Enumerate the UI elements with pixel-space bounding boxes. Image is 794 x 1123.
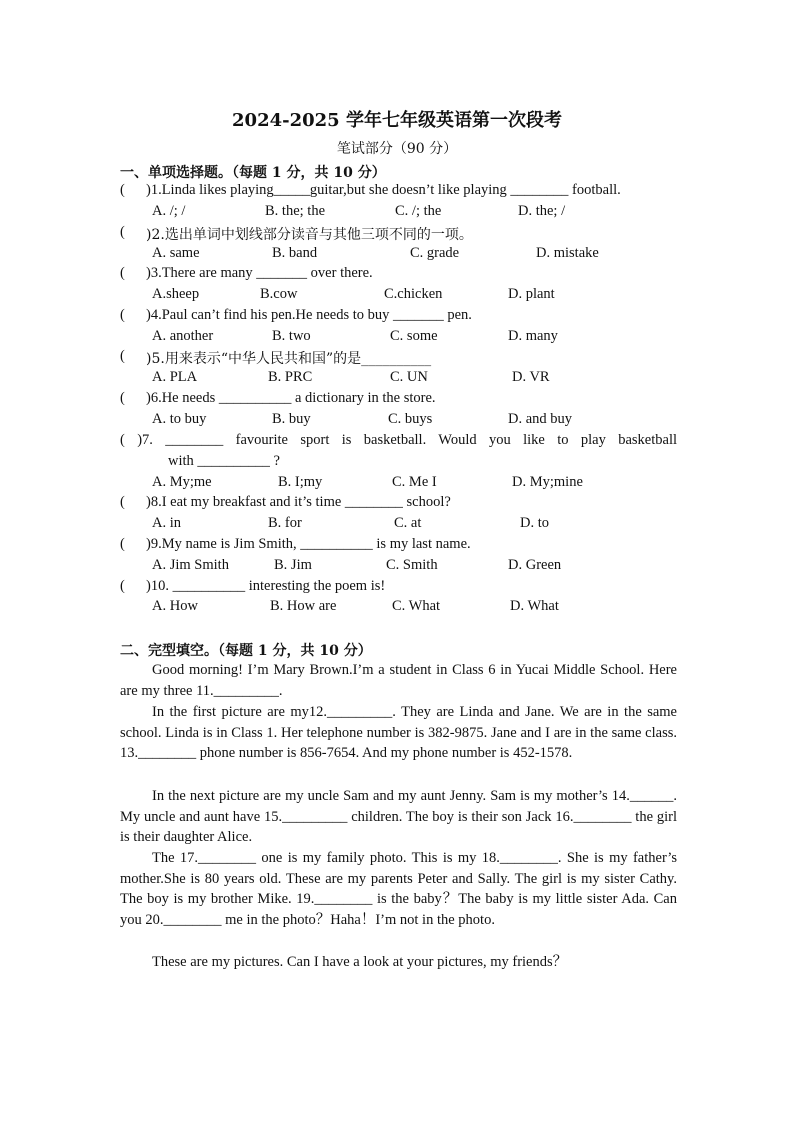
question-8 <box>120 494 680 515</box>
option-b: B. band <box>272 245 318 261</box>
option-a: A. same <box>152 245 200 261</box>
question-text: )5.用来表示“中华人民共和国”的是__________ <box>146 351 432 367</box>
question-5 <box>120 348 680 369</box>
option-d: D. the; / <box>518 203 566 219</box>
option-a: A. PLA <box>152 369 198 385</box>
cloze-paragraph-4: The 17.________ one is my family photo. This is my 18.________. She is my father’s mother.She is 80 years old. These are my parents Peter and Sally. The girl is my sister Cathy. The boy is my brother Mike. 19.________ is the baby？The baby is my little sister Ada. Can you 20.________ me in the photo？Haha！I’m not in the photo. <box>120 850 677 929</box>
option-b: B.cow <box>260 286 298 302</box>
option-c: C.chicken <box>384 286 443 302</box>
question-2-options <box>152 245 712 266</box>
question-text: )8.I eat my breakfast and it’s time ________ school? <box>146 494 451 510</box>
option-c: C. at <box>394 515 422 531</box>
cloze-paragraph-5: These are my pictures. Can I have a look at your pictures, my friends？ <box>152 954 568 970</box>
cloze-paragraph-2: In the first picture are my12._________. They are Linda and Jane. We are in the same school. Linda is in Class 1. Her telephone number is 382-9875. Jane and I are in the same class. 13.________ phone number is 856-7654. And my phone number is 452-1578. <box>120 704 677 762</box>
question-10-options <box>152 598 712 619</box>
question-3 <box>120 265 680 286</box>
page-title: 2024-2025 学年七年级英语第一次段考 <box>232 110 562 131</box>
answer-paren: ( <box>120 182 125 198</box>
answer-paren: ( <box>120 390 125 406</box>
answer-paren: ( <box>120 307 125 323</box>
question-text: )4.Paul can’t find his pen.He needs to buy _______ pen. <box>146 307 472 323</box>
option-a: A.sheep <box>152 286 200 302</box>
question-1 <box>120 182 680 203</box>
question-7-line-1: ( )7. ________ favourite sport is basketball. Would you like to play basketball <box>120 432 677 448</box>
option-c: C. grade <box>410 245 460 261</box>
option-d: D. mistake <box>536 245 599 261</box>
option-d: D. Green <box>508 557 562 573</box>
question-text: )3.There are many _______ over there. <box>146 265 373 281</box>
answer-paren: ( <box>120 494 125 510</box>
option-a: A. Jim Smith <box>152 557 229 573</box>
question-9-options <box>152 557 712 578</box>
option-c: C. Smith <box>386 557 438 573</box>
option-c: C. some <box>390 328 438 344</box>
option-c: C. /; the <box>395 203 442 219</box>
option-c: C. UN <box>390 369 428 385</box>
option-a: A. in <box>152 515 181 531</box>
page-subtitle: 笔试部分（90 分） <box>336 141 458 157</box>
option-c: C. What <box>392 598 441 614</box>
answer-paren: ( <box>120 224 125 240</box>
question-6 <box>120 390 680 411</box>
answer-paren: ( <box>120 536 125 552</box>
option-d: D. My;mine <box>512 474 583 490</box>
option-b: B. Jim <box>274 557 312 573</box>
question-2 <box>120 224 680 245</box>
option-a: A. to buy <box>152 411 207 427</box>
option-d: D. plant <box>508 286 555 302</box>
answer-paren: ( <box>120 265 125 281</box>
question-text: )10. __________ interesting the poem is! <box>146 578 386 594</box>
option-a: A. My;me <box>152 474 212 490</box>
option-b: B. the; the <box>265 203 326 219</box>
question-text: )9.My name is Jim Smith, __________ is my last name. <box>146 536 471 552</box>
question-3-options <box>152 286 712 307</box>
option-b: B. for <box>268 515 302 531</box>
option-d: D. to <box>520 515 549 531</box>
answer-paren: ( <box>120 578 125 594</box>
answer-paren: ( <box>120 348 125 364</box>
section-1-heading: 一、单项选择题。（每题 1 分，共 10 分） <box>120 165 386 181</box>
question-text: )1.Linda likes playing_____guitar,but she doesn’t like playing ________ football. <box>146 182 621 198</box>
question-5-options <box>152 369 712 390</box>
option-d: D. and buy <box>508 411 573 427</box>
option-d: D. VR <box>512 369 550 385</box>
question-7-line-2: with __________ ? <box>168 453 280 469</box>
option-d: D. many <box>508 328 558 344</box>
option-b: B. PRC <box>268 369 313 385</box>
option-b: B. How are <box>270 598 337 614</box>
question-10 <box>120 578 680 599</box>
question-8-options <box>152 515 712 536</box>
question-6-options <box>152 411 712 432</box>
cloze-paragraph-1: Good morning! I’m Mary Brown.I’m a student in Class 6 in Yucai Middle School. Here are my three 11._________. <box>120 662 677 699</box>
question-text: )2.选出单词中划线部分读音与其他三项不同的一项。 <box>146 227 473 243</box>
option-b: B. I;my <box>278 474 323 490</box>
question-4-options <box>152 328 712 349</box>
question-4 <box>120 307 680 328</box>
option-a: A. another <box>152 328 214 344</box>
option-b: B. two <box>272 328 311 344</box>
question-7-options <box>152 474 712 495</box>
option-d: D. What <box>510 598 559 614</box>
option-a: A. /; / <box>152 203 186 219</box>
question-9 <box>120 536 680 557</box>
question-1-options <box>152 203 712 224</box>
option-c: C. buys <box>388 411 433 427</box>
question-text: )6.He needs __________ a dictionary in the store. <box>146 390 436 406</box>
option-c: C. Me I <box>392 474 437 490</box>
option-b: B. buy <box>272 411 311 427</box>
cloze-paragraph-3: In the next picture are my uncle Sam and my aunt Jenny. Sam is my mother’s 14.______. My uncle and aunt have 15._________ children. The boy is their son Jack 16.________ the girl is their daughter Alice. <box>120 788 677 846</box>
section-2-heading: 二、完型填空。（每题 1 分，共 10 分） <box>120 643 372 659</box>
option-a: A. How <box>152 598 198 614</box>
